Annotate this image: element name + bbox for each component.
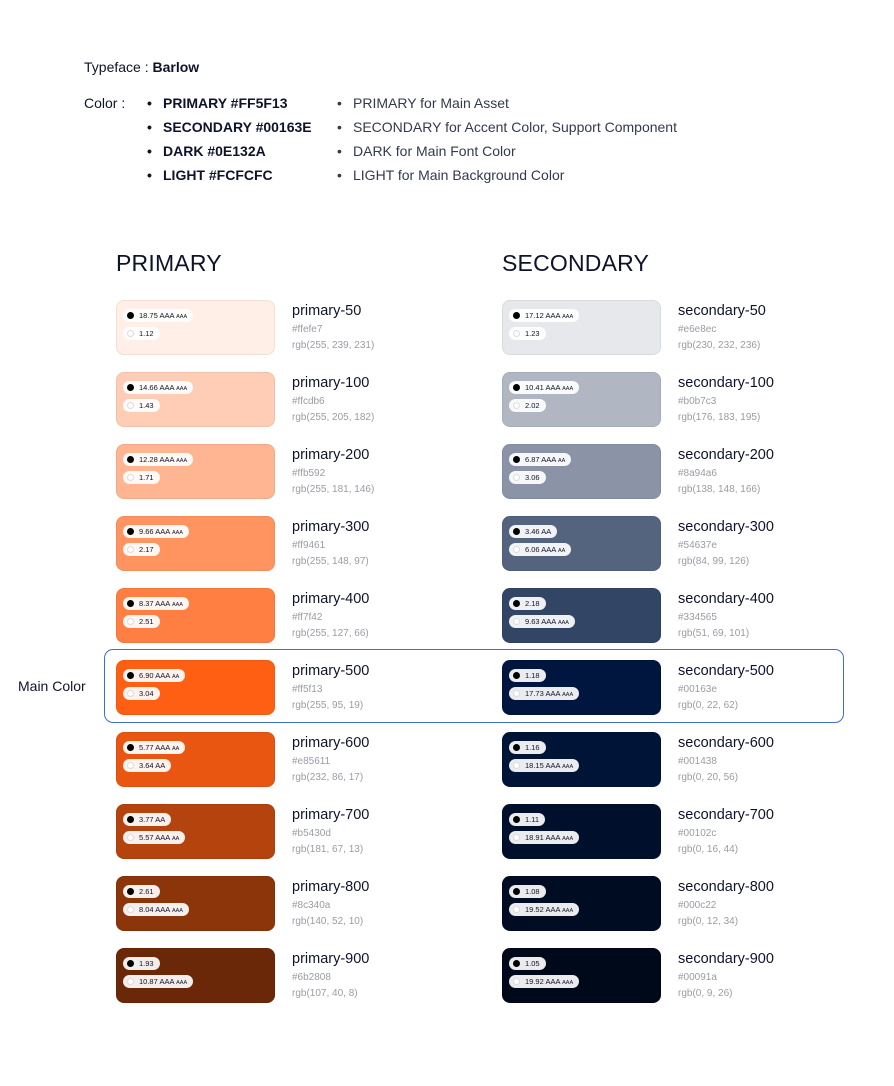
dark-dot-icon: [513, 744, 520, 751]
contrast-value: 17.12 AAA: [525, 311, 561, 320]
main-color-highlight-frame: [104, 649, 844, 723]
color-usage-item: • SECONDARY for Accent Color, Support Component: [337, 119, 677, 143]
swatch-rgb: rgb(255, 239, 231): [292, 340, 375, 351]
swatch-rgb: rgb(0, 16, 44): [678, 844, 739, 855]
contrast-badge-light: [123, 903, 189, 916]
dark-dot-icon: [127, 456, 134, 463]
swatch-row: [116, 516, 416, 572]
contrast-value: 1.43: [139, 401, 154, 410]
swatch-rgb: rgb(107, 40, 8): [292, 988, 358, 999]
contrast-value: 6.87 AAA: [525, 455, 556, 464]
contrast-tag: AAA: [171, 602, 183, 608]
swatch-name: secondary-300: [678, 519, 774, 535]
typeface-value: Barlow: [152, 59, 200, 75]
swatch-name: secondary-200: [678, 447, 774, 463]
swatch-row: [116, 588, 416, 644]
swatch-name: secondary-50: [678, 303, 766, 319]
contrast-badge-light: [123, 759, 171, 772]
contrast-badge-light: [509, 615, 575, 628]
contrast-tag: AA: [171, 836, 180, 842]
light-dot-icon: [513, 762, 520, 769]
light-dot-icon: [513, 906, 520, 913]
swatch-name: primary-300: [292, 519, 370, 535]
swatch-row: [116, 876, 416, 932]
contrast-value: 19.92 AAA: [525, 977, 561, 986]
contrast-value: 1.18: [525, 671, 540, 680]
swatch-name: secondary-600: [678, 735, 774, 751]
light-dot-icon: [513, 330, 520, 337]
swatch-name: primary-600: [292, 735, 370, 751]
dark-dot-icon: [513, 312, 520, 319]
contrast-tag: AAA: [176, 980, 188, 986]
light-dot-icon: [513, 978, 520, 985]
swatch-row: [502, 444, 802, 500]
contrast-value: 3.04: [139, 689, 154, 698]
contrast-value: 1.16: [525, 743, 540, 752]
contrast-value: 17.73 AAA: [525, 689, 561, 698]
contrast-value: 1.05: [525, 959, 540, 968]
color-code-item: • SECONDARY #00163E: [147, 119, 312, 143]
contrast-badge-dark: [123, 597, 189, 610]
contrast-badge-light: [509, 471, 546, 484]
swatch-rgb: rgb(140, 52, 10): [292, 916, 364, 927]
swatch-hex: #00091a: [678, 972, 717, 983]
swatch-row: [116, 804, 416, 860]
swatch-hex: #e85611: [292, 756, 331, 767]
light-dot-icon: [127, 906, 134, 913]
light-dot-icon: [127, 834, 134, 841]
swatch-name: secondary-100: [678, 375, 774, 391]
swatch-hex: #6b2808: [292, 972, 331, 983]
swatch-hex: #b0b7c3: [678, 396, 717, 407]
contrast-badge-light: [509, 399, 546, 412]
color-swatch[interactable]: [116, 804, 275, 859]
swatch-name: secondary-900: [678, 951, 774, 967]
contrast-tag: AAA: [176, 314, 188, 320]
swatch-row: [116, 300, 416, 356]
contrast-badge-dark: [509, 885, 546, 898]
color-swatch[interactable]: [502, 804, 661, 859]
color-code-list: [147, 95, 312, 191]
swatch-rgb: rgb(0, 22, 62): [678, 700, 739, 711]
contrast-value: 1.71: [139, 473, 154, 482]
swatch-rgb: rgb(255, 95, 19): [292, 700, 364, 711]
contrast-badge-dark: [123, 309, 193, 322]
swatch-row: [502, 732, 802, 788]
dark-dot-icon: [513, 816, 520, 823]
color-swatch[interactable]: [116, 588, 275, 643]
swatch-rgb: rgb(176, 183, 195): [678, 412, 761, 423]
swatch-row: [502, 588, 802, 644]
contrast-badge-dark: [123, 813, 171, 826]
swatch-rgb: rgb(84, 99, 126): [678, 556, 750, 567]
contrast-tag: AAA: [562, 692, 574, 698]
color-usage-item: • DARK for Main Font Color: [337, 143, 677, 167]
color-swatch[interactable]: [502, 300, 661, 355]
contrast-tag: AA: [171, 746, 180, 752]
contrast-badge-dark: [509, 597, 546, 610]
contrast-value: 6.06 AAA: [525, 545, 556, 554]
contrast-badge-dark: [509, 381, 579, 394]
contrast-badge-dark: [509, 453, 571, 466]
contrast-value: 2.61: [139, 887, 154, 896]
swatch-hex: #00163e: [678, 684, 717, 695]
swatch-hex: #ff5f13: [292, 684, 323, 695]
swatch-row: [502, 804, 802, 860]
color-swatch[interactable]: [116, 876, 275, 931]
contrast-tag: AAA: [562, 386, 574, 392]
swatch-row: [116, 948, 416, 1004]
swatch-rgb: rgb(255, 148, 97): [292, 556, 369, 567]
contrast-badge-light: [123, 543, 160, 556]
contrast-value: 8.04 AAA: [139, 905, 170, 914]
contrast-badge-light: [123, 975, 193, 988]
dark-dot-icon: [513, 528, 520, 535]
swatch-hex: #001438: [678, 756, 717, 767]
light-dot-icon: [127, 978, 134, 985]
contrast-tag: AAA: [562, 764, 574, 770]
contrast-badge-light: [123, 615, 160, 628]
contrast-tag: AAA: [562, 908, 574, 914]
contrast-tag: AAA: [562, 980, 574, 986]
primary-section-title: PRIMARY: [116, 250, 222, 276]
swatch-name: secondary-700: [678, 807, 774, 823]
contrast-value: 2.02: [525, 401, 540, 410]
contrast-value: 9.63 AAA: [525, 617, 556, 626]
dark-dot-icon: [127, 384, 134, 391]
dark-dot-icon: [127, 600, 134, 607]
swatch-name: primary-400: [292, 591, 370, 607]
swatch-hex: #ffb592: [292, 468, 326, 479]
swatch-hex: #e6e8ec: [678, 324, 717, 335]
swatch-name: primary-900: [292, 951, 370, 967]
contrast-value: 8.37 AAA: [139, 599, 170, 608]
color-swatch[interactable]: [502, 948, 661, 1003]
swatch-name: secondary-500: [678, 663, 774, 679]
contrast-tag: AAA: [562, 314, 574, 320]
contrast-tag: AAA: [176, 458, 188, 464]
contrast-value: 2.18: [525, 599, 540, 608]
contrast-badge-dark: [123, 885, 160, 898]
light-dot-icon: [127, 474, 134, 481]
swatch-row: [116, 732, 416, 788]
contrast-tag: AAA: [562, 836, 574, 842]
dark-dot-icon: [513, 384, 520, 391]
light-dot-icon: [513, 834, 520, 841]
swatch-row: [502, 876, 802, 932]
dark-dot-icon: [513, 888, 520, 895]
contrast-value: 10.41 AAA: [525, 383, 561, 392]
swatch-name: primary-700: [292, 807, 370, 823]
contrast-value: 1.11: [525, 815, 540, 824]
contrast-value: 6.90 AAA: [139, 671, 170, 680]
contrast-badge-dark: [509, 813, 545, 826]
contrast-badge-dark: [509, 741, 546, 754]
swatch-hex: #8a94a6: [678, 468, 717, 479]
light-dot-icon: [127, 402, 134, 409]
contrast-badge-light: [509, 543, 571, 556]
color-swatch[interactable]: [502, 444, 661, 499]
swatch-hex: #000c22: [678, 900, 717, 911]
swatch-rgb: rgb(232, 86, 17): [292, 772, 364, 783]
swatch-name: primary-200: [292, 447, 370, 463]
dark-dot-icon: [513, 456, 520, 463]
contrast-badge-dark: [123, 957, 160, 970]
contrast-badge-dark: [123, 525, 189, 538]
contrast-badge-light: [123, 327, 160, 340]
contrast-badge-light: [509, 831, 579, 844]
contrast-value: 3.64 AA: [139, 761, 166, 770]
light-dot-icon: [127, 618, 134, 625]
contrast-value: 1.93: [139, 959, 154, 968]
swatch-hex: #ff9461: [292, 540, 326, 551]
swatch-row: [502, 300, 802, 356]
swatch-hex: #334565: [678, 612, 717, 623]
contrast-value: 3.06: [525, 473, 540, 482]
dark-dot-icon: [127, 312, 134, 319]
contrast-value: 1.23: [525, 329, 540, 338]
swatch-name: secondary-800: [678, 879, 774, 895]
color-code-item: • DARK #0E132A: [147, 143, 312, 167]
contrast-badge-light: [509, 759, 579, 772]
color-swatch[interactable]: [116, 948, 275, 1003]
contrast-value: 18.75 AAA: [139, 311, 175, 320]
dark-dot-icon: [513, 960, 520, 967]
swatch-name: primary-800: [292, 879, 370, 895]
contrast-value: 2.51: [139, 617, 154, 626]
light-dot-icon: [127, 330, 134, 337]
dark-dot-icon: [127, 816, 134, 823]
color-swatch[interactable]: [116, 372, 275, 427]
swatch-rgb: rgb(255, 205, 182): [292, 412, 375, 423]
swatch-rgb: rgb(255, 181, 146): [292, 484, 375, 495]
typeface-label: Typeface :: [84, 59, 149, 75]
light-dot-icon: [513, 402, 520, 409]
color-label: Color :: [84, 95, 126, 111]
swatch-hex: #ffefe7: [292, 324, 323, 335]
swatch-row: [116, 372, 416, 428]
contrast-badge-light: [123, 399, 160, 412]
contrast-value: 12.28 AAA: [139, 455, 175, 464]
color-usage-item: • LIGHT for Main Background Color: [337, 167, 677, 191]
contrast-badge-dark: [123, 741, 185, 754]
secondary-section-title: SECONDARY: [502, 250, 650, 276]
color-swatch[interactable]: [116, 732, 275, 787]
swatch-hex: #54637e: [678, 540, 717, 551]
swatch-hex: #ffcdb6: [292, 396, 325, 407]
contrast-badge-dark: [509, 957, 546, 970]
swatch-rgb: rgb(255, 127, 66): [292, 628, 369, 639]
contrast-value: 14.66 AAA: [139, 383, 175, 392]
contrast-value: 5.57 AAA: [139, 833, 170, 842]
swatch-hex: #8c340a: [292, 900, 331, 911]
contrast-value: 1.12: [139, 329, 154, 338]
dark-dot-icon: [127, 960, 134, 967]
swatch-rgb: rgb(51, 69, 101): [678, 628, 750, 639]
swatch-row: [502, 948, 802, 1004]
contrast-value: 3.46 AA: [525, 527, 552, 536]
contrast-tag: AA: [557, 458, 566, 464]
contrast-badge-light: [509, 975, 579, 988]
color-swatch[interactable]: [116, 300, 275, 355]
contrast-badge-dark: [509, 525, 557, 538]
swatch-name: secondary-400: [678, 591, 774, 607]
contrast-tag: AAA: [176, 386, 188, 392]
swatch-rgb: rgb(181, 67, 13): [292, 844, 364, 855]
main-color-label: Main Color: [18, 678, 86, 694]
swatch-hex: #ff7f42: [292, 612, 323, 623]
contrast-value: 9.66 AAA: [139, 527, 170, 536]
dark-dot-icon: [513, 600, 520, 607]
swatch-row: [502, 516, 802, 572]
swatch-rgb: rgb(0, 9, 26): [678, 988, 733, 999]
contrast-value: 19.52 AAA: [525, 905, 561, 914]
contrast-value: 3.77 AA: [139, 815, 166, 824]
color-code-item: • PRIMARY #FF5F13: [147, 95, 312, 119]
color-swatch[interactable]: [502, 876, 661, 931]
contrast-value: 2.17: [139, 545, 154, 554]
color-usage-item: • PRIMARY for Main Asset: [337, 95, 677, 119]
color-usage-list: [337, 95, 677, 191]
color-code-item: • LIGHT #FCFCFC: [147, 167, 312, 191]
swatch-row: [502, 372, 802, 428]
swatch-hex: #b5430d: [292, 828, 331, 839]
swatch-row: [116, 444, 416, 500]
contrast-badge-dark: [509, 309, 579, 322]
contrast-tag: AA: [171, 674, 180, 680]
color-swatch[interactable]: [116, 516, 275, 571]
color-swatch[interactable]: [502, 372, 661, 427]
swatch-rgb: rgb(138, 148, 166): [678, 484, 761, 495]
contrast-value: 18.91 AAA: [525, 833, 561, 842]
light-dot-icon: [513, 546, 520, 553]
light-dot-icon: [127, 762, 134, 769]
light-dot-icon: [513, 474, 520, 481]
light-dot-icon: [513, 618, 520, 625]
swatch-name: primary-500: [292, 663, 370, 679]
color-swatch[interactable]: [116, 444, 275, 499]
color-swatch[interactable]: [502, 588, 661, 643]
contrast-badge-dark: [123, 381, 193, 394]
light-dot-icon: [127, 546, 134, 553]
contrast-value: 5.77 AAA: [139, 743, 170, 752]
contrast-badge-light: [509, 903, 579, 916]
contrast-value: 10.87 AAA: [139, 977, 175, 986]
contrast-badge-dark: [123, 453, 193, 466]
contrast-tag: AAA: [171, 908, 183, 914]
contrast-badge-light: [509, 327, 546, 340]
dark-dot-icon: [127, 744, 134, 751]
contrast-tag: AAA: [171, 530, 183, 536]
swatch-hex: #00102c: [678, 828, 717, 839]
contrast-badge-light: [123, 471, 160, 484]
color-swatch[interactable]: [502, 732, 661, 787]
dark-dot-icon: [127, 888, 134, 895]
dark-dot-icon: [127, 528, 134, 535]
contrast-tag: AA: [557, 548, 566, 554]
typeface-line: [84, 59, 199, 75]
swatch-rgb: rgb(0, 12, 34): [678, 916, 739, 927]
contrast-badge-light: [123, 831, 185, 844]
swatch-name: primary-100: [292, 375, 370, 391]
contrast-value: 18.15 AAA: [525, 761, 561, 770]
swatch-rgb: rgb(230, 232, 236): [678, 340, 761, 351]
swatch-rgb: rgb(0, 20, 56): [678, 772, 739, 783]
color-swatch[interactable]: [502, 516, 661, 571]
swatch-name: primary-50: [292, 303, 362, 319]
contrast-value: 1.08: [525, 887, 540, 896]
contrast-tag: AAA: [557, 620, 569, 626]
